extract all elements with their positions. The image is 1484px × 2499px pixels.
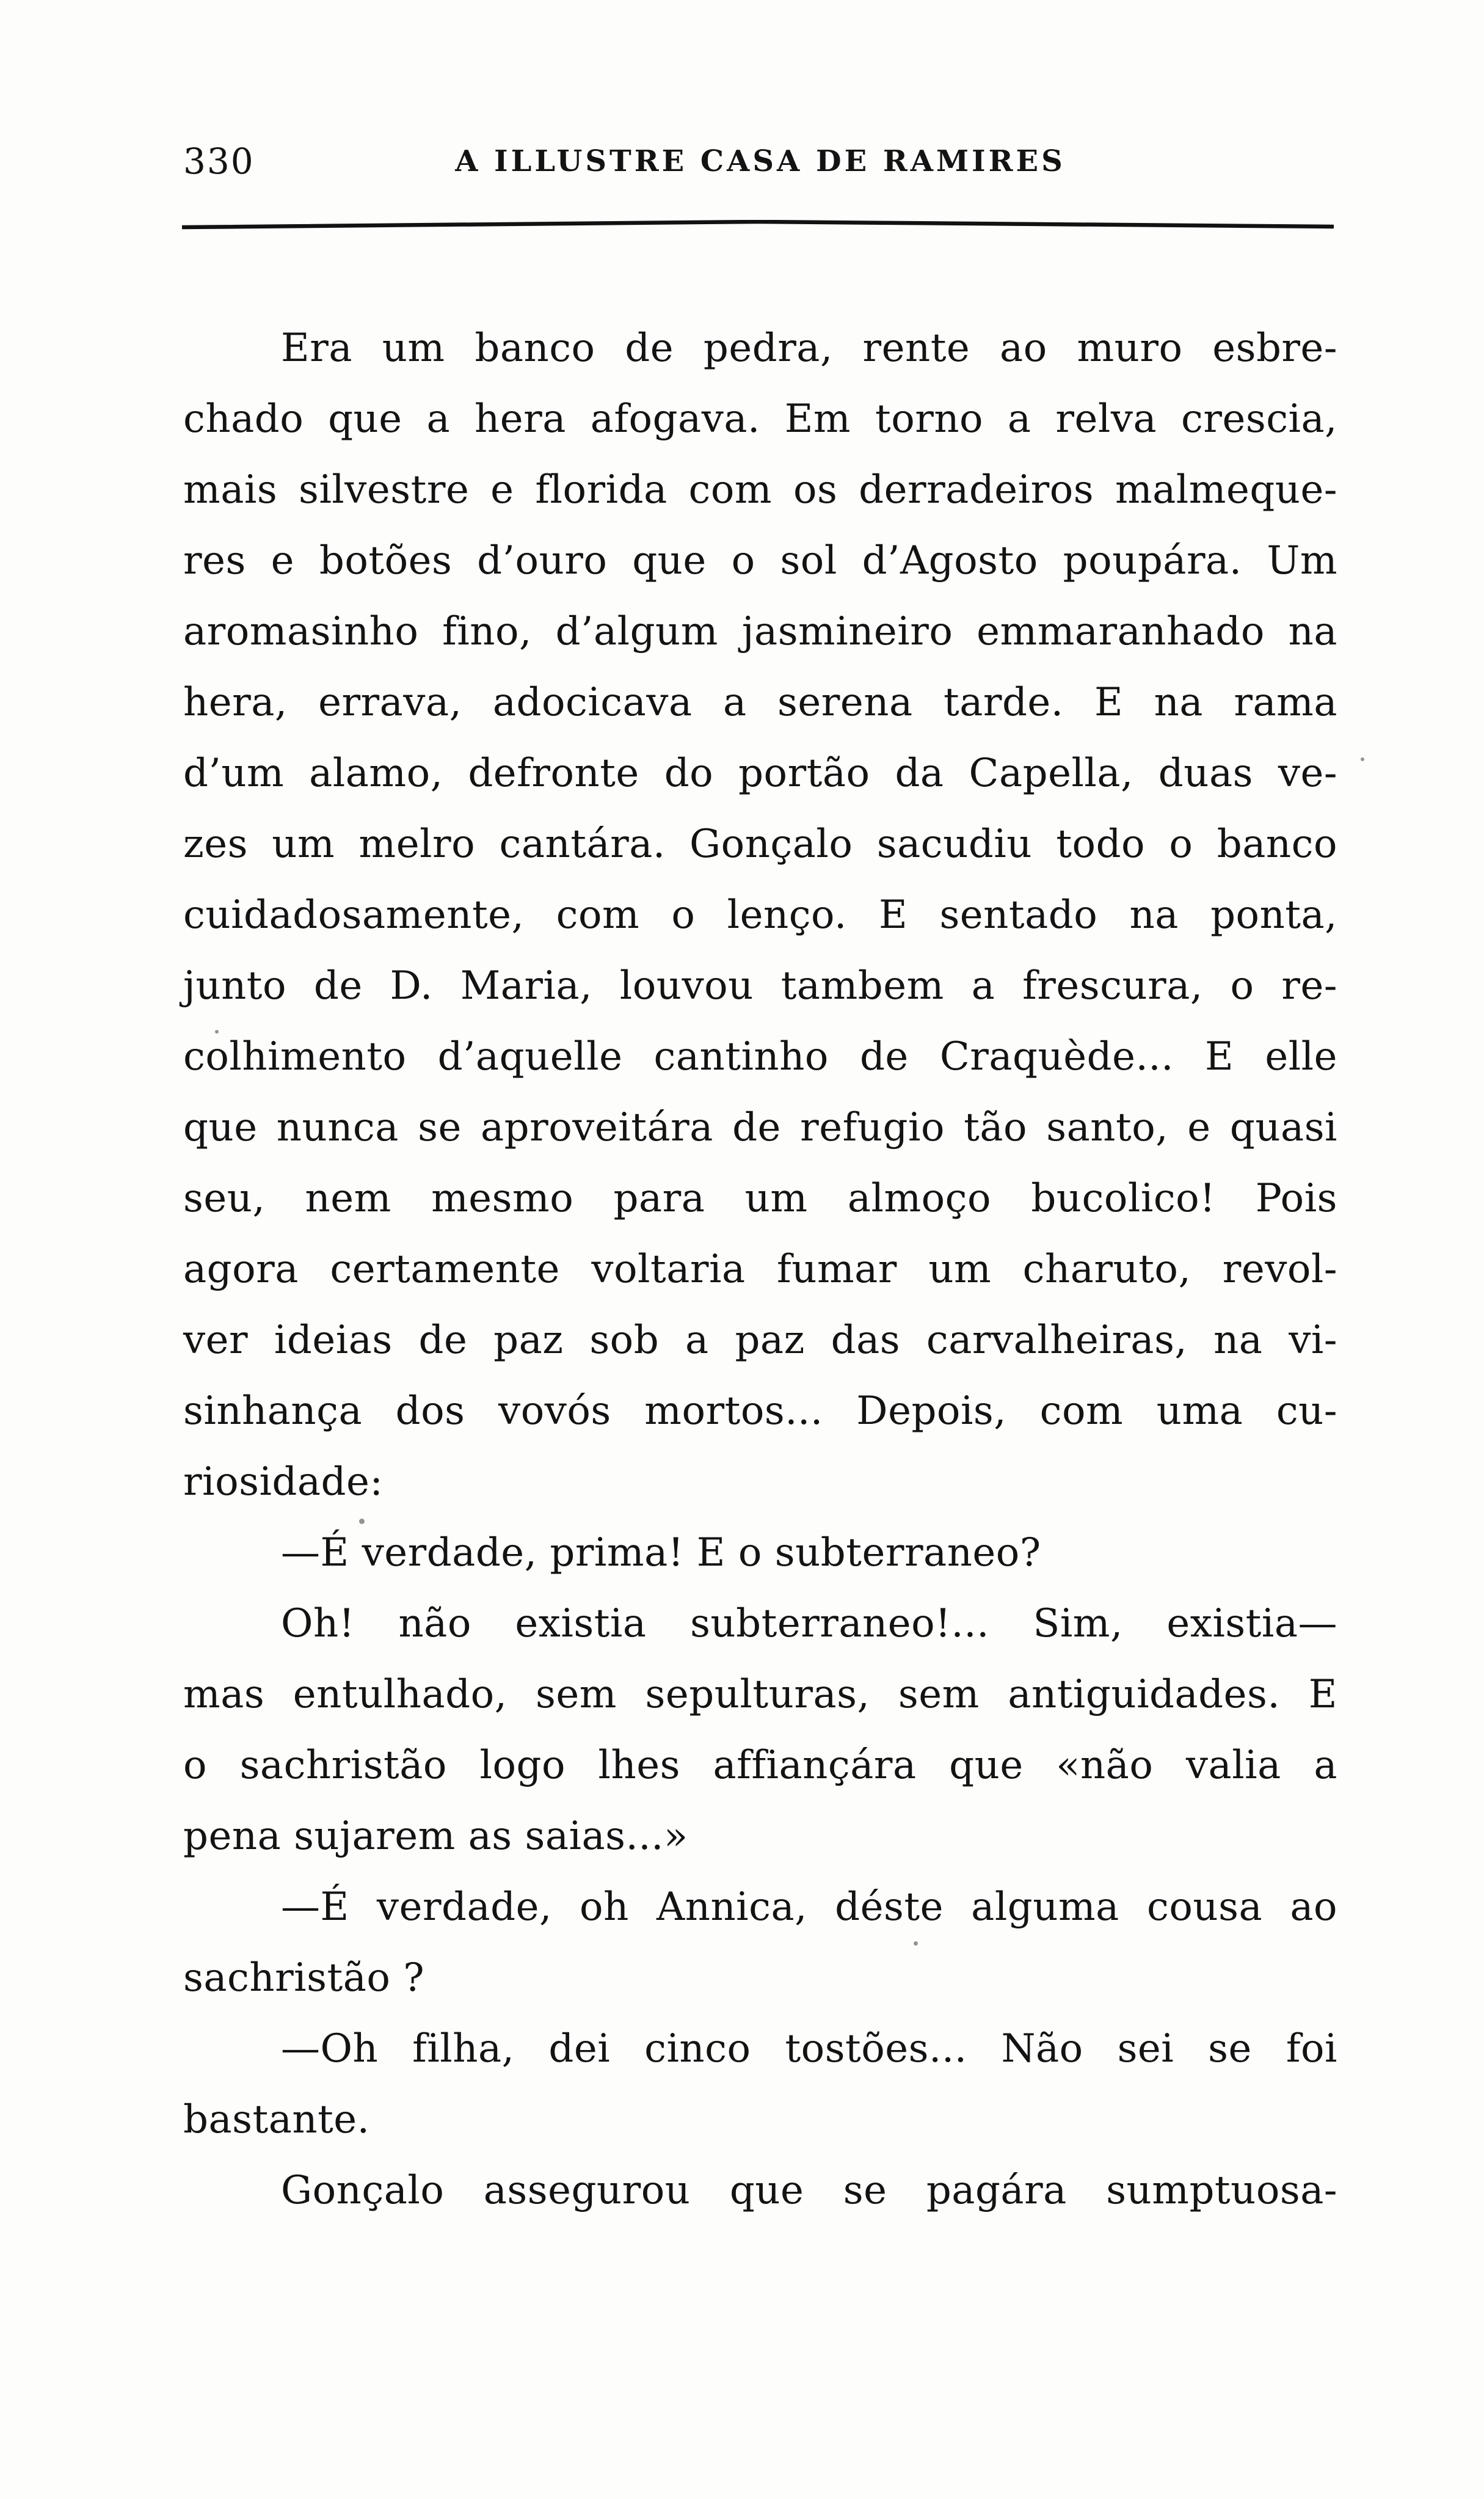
text-line: que nunca se aproveitára de refugio tão santo, e quasi: [183, 1105, 1337, 1150]
text-line: colhimento d’aquelle cantinho de Craquède... E elle: [183, 1034, 1337, 1079]
text-line: Era um banco de pedra, rente ao muro esbre-: [281, 326, 1337, 371]
rule-line-graphic: [181, 220, 1335, 230]
text-line: mas entulhado, sem sepulturas, sem antiguidades. E: [183, 1672, 1337, 1717]
text-line: Oh! não existia subterraneo!... Sim, existia—: [281, 1601, 1337, 1646]
scan-speck: [1361, 757, 1364, 761]
page-number: 330: [183, 140, 255, 182]
scan-speck: [914, 1941, 918, 1946]
scan-speck: [215, 1030, 219, 1034]
text-line: seu, nem mesmo para um almoço bucolico! Pois: [183, 1176, 1337, 1221]
text-line: chado que a hera afogava. Em torno a relva crescia,: [183, 396, 1337, 442]
text-line: bastante.: [183, 2097, 370, 2142]
text-line: ver ideias de paz sob a paz das carvalheiras, na vi-: [183, 1318, 1337, 1363]
text-line: agora certamente voltaria fumar um charuto, revol-: [183, 1247, 1337, 1292]
text-line: —É verdade, oh Annica, déste alguma cousa ao: [281, 1884, 1337, 1930]
text-line: riosidade:: [183, 1459, 384, 1505]
text-line: zes um melro cantára. Gonçalo sacudiu todo o banco: [183, 822, 1337, 867]
text-line: —Oh filha, dei cinco tostões... Não sei se foi: [281, 2026, 1337, 2071]
text-line: mais silvestre e florida com os derradeiros malmeque-: [183, 467, 1337, 513]
text-line: aromasinho fino, d’algum jasmineiro emmaranhado na: [183, 609, 1337, 654]
body-text: [183, 313, 1337, 2226]
text-line: cuidadosamente, com o lenço. E sentado na ponta,: [183, 892, 1337, 938]
text-line: o sachristão logo lhes affiançára que «não valia a: [183, 1743, 1337, 1788]
text-line: pena sujarem as saias...»: [183, 1814, 688, 1859]
text-line: junto de D. Maria, louvou tambem a frescura, o re-: [183, 963, 1337, 1009]
scan-speck: [359, 1519, 365, 1524]
text-line: —É verdade, prima! E o subterraneo?: [281, 1530, 1041, 1575]
text-line: res e botões d’ouro que o sol d’Agosto poupára. Um: [183, 538, 1337, 583]
text-line: hera, errava, adocicava a serena tarde. E na rama: [183, 680, 1337, 725]
page-title: A ILLUSTRE CASA DE RAMIRES: [455, 144, 1066, 178]
text-line: d’um alamo, defronte do portão da Capella, duas ve-: [183, 751, 1337, 796]
header-rule: [181, 220, 1335, 230]
text-line: sinhança dos vovós mortos... Depois, com uma cu-: [183, 1388, 1337, 1434]
running-header: [183, 139, 1337, 182]
text-line: Gonçalo assegurou que se pagára sumptuosa-: [281, 2168, 1337, 2213]
text-line: sachristão ?: [183, 1955, 425, 2001]
